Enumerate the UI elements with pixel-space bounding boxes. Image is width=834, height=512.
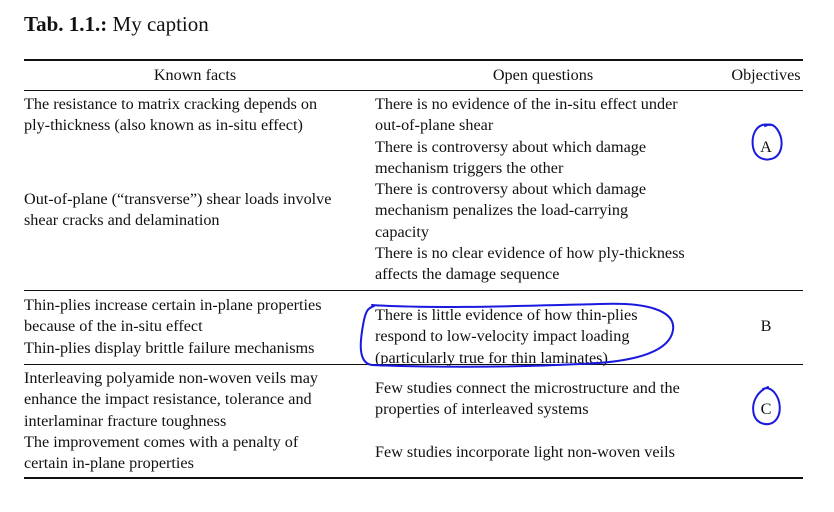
text-line: Thin-plies display brittle failure mechanisms: [24, 338, 315, 357]
bottom-rule: [24, 477, 803, 479]
text-line: affects the damage sequence: [375, 265, 560, 284]
text-line: Few studies connect the microstructure and the: [375, 379, 680, 397]
row-2-open-questions: [375, 305, 638, 369]
header-known-facts: Known facts: [153, 66, 237, 84]
header-objectives: Objectives: [731, 66, 801, 84]
row-1-known-facts: [24, 94, 317, 137]
text-line: There is little evidence of how thin-plies: [375, 306, 638, 324]
text-line: There is controversy about which damage: [375, 180, 647, 199]
objective-a: A: [760, 138, 772, 156]
header-rule: [24, 90, 803, 91]
text-line: mechanism penalizes the load-carrying: [375, 201, 629, 220]
text-line: interlaminar fracture toughness: [24, 411, 227, 430]
text-line: There is no clear evidence of how ply-thickness: [375, 244, 685, 263]
text-line: Few studies incorporate light non-woven veils: [375, 443, 675, 461]
text-line: properties of interleaved systems: [375, 400, 589, 419]
text-line: There is controversy about which damage: [375, 137, 647, 156]
text-line: (particularly true for thin laminates): [375, 348, 608, 367]
top-rule: [24, 59, 803, 61]
text-line: enhance the impact resistance, tolerance and: [24, 390, 312, 409]
row-1-known-facts-2: [24, 189, 331, 232]
row-1-open-questions: [375, 94, 685, 286]
caption-text: My caption: [112, 12, 209, 36]
row-3-open-questions-2: [375, 442, 675, 463]
text-line: respond to low-velocity impact loading: [375, 327, 630, 346]
row-2-known-facts: [24, 295, 322, 359]
text-line: The resistance to matrix cracking depends on: [24, 95, 318, 113]
caption-label: Tab. 1.1.:: [24, 12, 108, 36]
row-3-open-questions: [375, 378, 680, 421]
text-line: out-of-plane shear: [375, 116, 494, 135]
text-line: ply-thickness (also known as in-situ effect): [24, 116, 303, 135]
objective-b: B: [760, 317, 772, 335]
text-line: Interleaving polyamide non-woven veils may: [24, 369, 318, 387]
text-line: Out-of-plane (“transverse”) shear loads involve: [24, 190, 332, 208]
row-1-rule: [24, 290, 803, 291]
header-open-questions: Open questions: [492, 66, 594, 84]
text-line: shear cracks and delamination: [24, 211, 220, 230]
table-caption: [24, 11, 209, 37]
objective-c: C: [760, 400, 772, 418]
text-line: Thin-plies increase certain in-plane properties: [24, 296, 322, 314]
text-line: because of the in-situ effect: [24, 317, 203, 336]
text-line: capacity: [375, 222, 429, 241]
text-line: certain in-plane properties: [24, 454, 194, 473]
text-line: mechanism triggers the other: [375, 158, 564, 177]
row-3-known-facts: [24, 368, 318, 474]
text-line: The improvement comes with a penalty of: [24, 432, 299, 451]
text-line: There is no evidence of the in-situ effect under: [375, 95, 678, 113]
